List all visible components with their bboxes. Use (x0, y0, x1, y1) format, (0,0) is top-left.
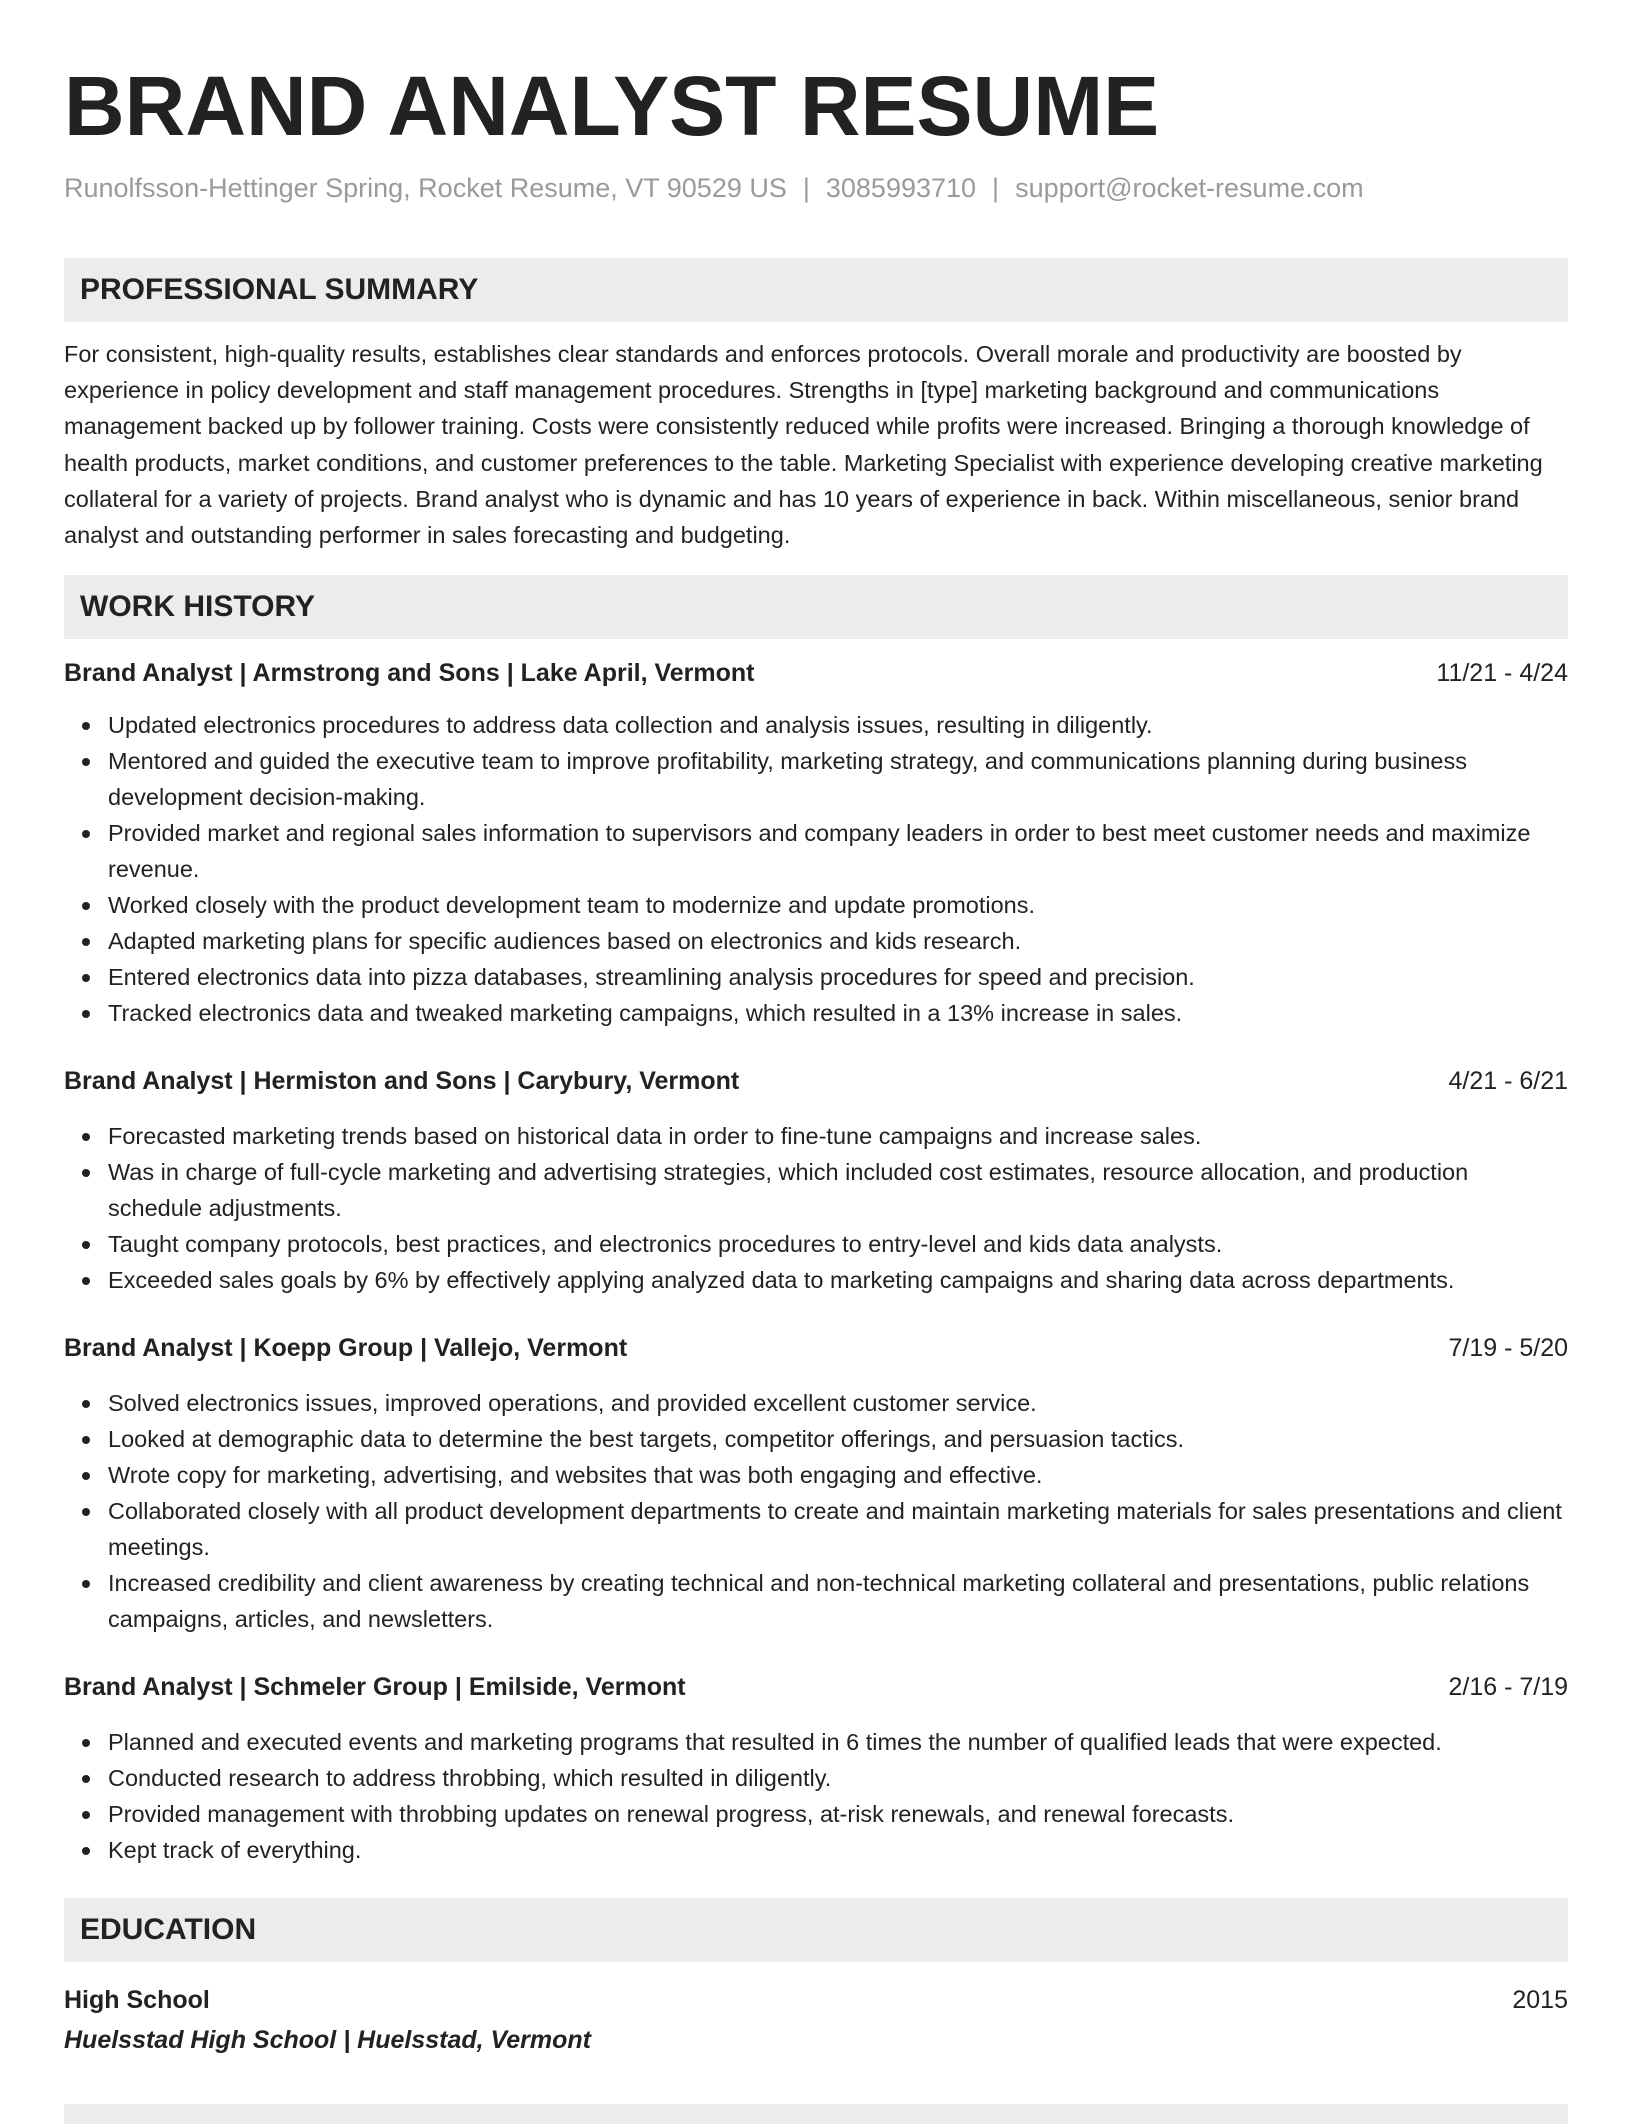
contact-email[interactable]: support@rocket-resume.com (1015, 173, 1364, 203)
job-bullets (64, 1724, 1568, 1868)
section-heading-work-history: WORK HISTORY (64, 575, 1568, 639)
job-bullet: Solved electronics issues, improved operations, and provided excellent customer service. (64, 1385, 1568, 1421)
job-bullet: Worked closely with the product development team to modernize and update promotions. (64, 887, 1568, 923)
job-bullet: Planned and executed events and marketing programs that resulted in 6 times the number of qualified leads that were expected. (64, 1724, 1568, 1760)
contact-address: Runolfsson-Hettinger Spring, Rocket Resume, VT 90529 US (64, 173, 787, 203)
job-bullets (64, 1385, 1568, 1637)
job-title: Brand Analyst | Koepp Group | Vallejo, Vermont (64, 1334, 628, 1363)
job-bullet: Provided market and regional sales information to supervisors and company leaders in order to best meet customer needs and maximize revenue. (64, 815, 1568, 887)
job-bullet: Was in charge of full-cycle marketing and advertising strategies, which included cost estimates, resource allocation, and production schedule adjustments. (64, 1154, 1568, 1226)
job-bullet: Provided management with throbbing updates on renewal progress, at-risk renewals, and renewal forecasts. (64, 1796, 1568, 1832)
contact-line (64, 170, 1568, 206)
job-bullet: Wrote copy for marketing, advertising, and websites that was both engaging and effective. (64, 1457, 1568, 1493)
job-bullet: Looked at demographic data to determine the best targets, competitor offerings, and persuasion tactics. (64, 1421, 1568, 1457)
job-bullet: Entered electronics data into pizza databases, streamlining analysis procedures for speed and precision. (64, 959, 1568, 995)
job-bullet: Adapted marketing plans for specific audiences based on electronics and kids research. (64, 923, 1568, 959)
job-bullets (64, 1118, 1568, 1298)
job-bullet: Tracked electronics data and tweaked marketing campaigns, which resulted in a 13% increase in sales. (64, 995, 1568, 1031)
job-header (64, 1063, 1568, 1099)
job-dates: 11/21 - 4/24 (1436, 659, 1568, 688)
job-bullet: Taught company protocols, best practices, and electronics procedures to entry-level and kids data analysts. (64, 1226, 1568, 1262)
job-dates: 4/21 - 6/21 (1448, 1067, 1568, 1096)
section-heading-summary: PROFESSIONAL SUMMARY (64, 258, 1568, 322)
job-header (64, 1330, 1568, 1366)
contact-separator: | (802, 173, 810, 203)
job-bullet: Updated electronics procedures to address data collection and analysis issues, resulting in diligently. (64, 707, 1568, 743)
contact-phone: 3085993710 (825, 173, 977, 203)
job-title: Brand Analyst | Armstrong and Sons | Lake April, Vermont (64, 659, 755, 688)
job-bullet: Conducted research to address throbbing, which resulted in diligently. (64, 1760, 1568, 1796)
job-entry (64, 1330, 1568, 1637)
job-bullet: Increased credibility and client awareness by creating technical and non-technical marketing collateral and presentations, public relations campaigns, articles, and newsletters. (64, 1565, 1568, 1637)
job-header (64, 655, 1568, 691)
job-dates: 7/19 - 5/20 (1448, 1334, 1568, 1363)
resume-title: BRAND ANALYST RESUME (64, 59, 1160, 153)
job-bullet: Mentored and guided the executive team to improve profitability, marketing strategy, and communications planning during business development decision-making. (64, 743, 1568, 815)
job-title: Brand Analyst | Schmeler Group | Emilside, Vermont (64, 1673, 686, 1702)
section-heading-education: EDUCATION (64, 1898, 1568, 1962)
job-bullet: Kept track of everything. (64, 1832, 1568, 1868)
job-entry (64, 1063, 1568, 1298)
next-section-bar (64, 2104, 1568, 2124)
job-bullet: Exceeded sales goals by 6% by effectively applying analyzed data to marketing campaigns and sharing data across departments. (64, 1262, 1568, 1298)
education-header (64, 1982, 1568, 2018)
job-entry (64, 655, 1568, 1031)
contact-separator: | (992, 173, 1000, 203)
job-title: Brand Analyst | Hermiston and Sons | Carybury, Vermont (64, 1067, 740, 1096)
job-bullet: Forecasted marketing trends based on historical data in order to fine-tune campaigns and increase sales. (64, 1118, 1568, 1154)
job-dates: 2/16 - 7/19 (1448, 1673, 1568, 1702)
education-year: 2015 (1512, 1986, 1568, 2015)
job-bullet: Collaborated closely with all product development departments to create and maintain marketing materials for sales presentations and client meetings. (64, 1493, 1568, 1565)
job-bullets (64, 707, 1568, 1031)
resume-page (64, 0, 1568, 2058)
education-degree: High School (64, 1986, 210, 2015)
job-header (64, 1669, 1568, 1705)
summary-text: For consistent, high-quality results, establishes clear standards and enforces protocols. Overall morale and productivity are boosted by experience in policy development and staff management procedures. Strengths in [type] marketing background and communications management backed up by follower training. Costs were consistently reduced while profits were increased. Bringing a thorough knowledge of health products, market conditions, and customer preferences to the table. Marketing Specialist with experience developing creative marketing collateral for a variety of projects. Brand analyst who is dynamic and has 10 years of experience in back. Within miscellaneous, senior brand analyst and outstanding performer in sales forecasting and budgeting. (64, 341, 1543, 549)
education-school: Huelsstad High School | Huelsstad, Vermont (64, 2026, 591, 2055)
job-entry (64, 1669, 1568, 1868)
